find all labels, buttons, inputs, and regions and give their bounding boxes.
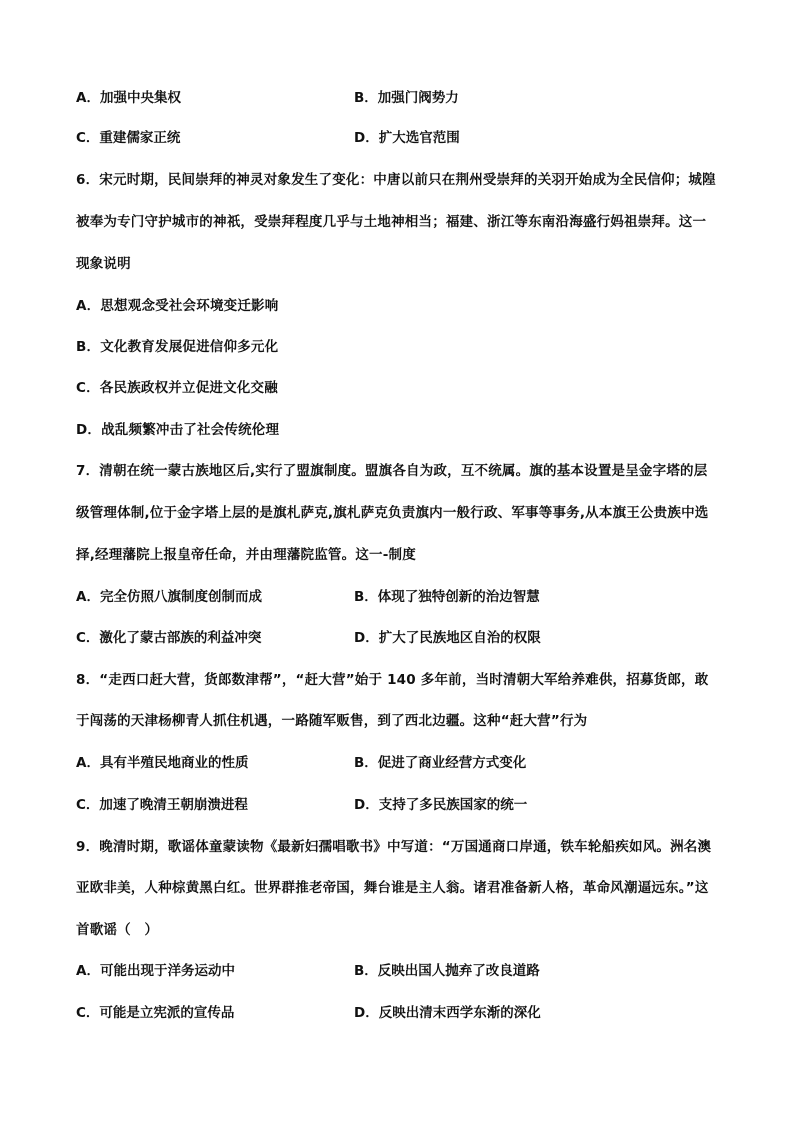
q8-options-row-1 — [76, 753, 726, 773]
q6-option-b: B．文化教育发展促进信仰多元化 — [76, 339, 279, 355]
q8-options-row-2 — [76, 795, 726, 815]
q8-stem-line-2: 于闯荡的天津杨柳青人抓住机遇，一路随军贩售，到了西北边疆。这种“赶大营”行为 — [76, 713, 588, 729]
q9-stem-line-1: 9．晚清时期，歌谣体童蒙读物《最新妇孺唱歌书》中写道：“万国通商口岸通，铁车轮船疾如风。洲名澳 — [76, 839, 712, 855]
q7-option-c: C．激化了蒙古部族的利益冲突 — [76, 630, 262, 646]
q8-option-b: B．促进了商业经营方式变化 — [354, 755, 527, 771]
q7-stem-line-3: 择,经理藩院上报皇帝任命，并由理藩院监管。这一-制度 — [76, 547, 416, 563]
q7-option-a: A．完全仿照八旗制度创制而成 — [76, 589, 262, 605]
q9-stem-line-2: 亚欧非美，人种棕黄黑白红。世界群推老帝国，舞台谁是主人翁。诸君准备新人格，革命风潮逼远东。”这 — [76, 880, 709, 896]
q8-option-d: D．支持了多民族国家的统一 — [354, 797, 528, 813]
q9-options-row-1 — [76, 961, 726, 981]
q5-option-c: C．重建儒家正统 — [76, 130, 181, 146]
q8-stem-line-1: 8．“走西口赶大营，货郎数津帮”，“赶大营”始于 140 多年前，当时清朝大军给养难供，招募货郎，敢 — [76, 672, 709, 688]
q6-option-a: A．思想观念受社会环境变迁影响 — [76, 298, 279, 314]
q7-option-d: D．扩大了民族地区自治的权限 — [354, 630, 541, 646]
q9-option-c: C．可能是立宪派的宣传品 — [76, 1005, 235, 1021]
q7-options-row-2 — [76, 628, 726, 648]
q7-stem-line-1: 7．清朝在统一蒙古族地区后,实行了盟旗制度。盟旗各自为政，互不统属。旗的基本设置是呈金字塔的层 — [76, 463, 708, 479]
q6-option-c: C．各民族政权并立促进文化交融 — [76, 380, 278, 396]
q6-stem-line-3: 现象说明 — [76, 256, 131, 272]
q5-option-d: D．扩大选官范围 — [354, 130, 460, 146]
q7-stem-line-2: 级管理体制,位于金字塔上层的是旗札萨克,旗札萨克负责旗内一般行政、军事等事务,从本旗王公贵族中选 — [76, 505, 709, 521]
q9-options-row-2 — [76, 1003, 726, 1023]
q9-option-b: B．反映出国人抛弃了改良道路 — [354, 963, 540, 979]
q6-option-d: D．战乱频繁冲击了社会传统伦理 — [76, 422, 280, 438]
q7-option-b: B．体现了独特创新的治边智慧 — [354, 589, 540, 605]
q5-option-a: A．加强中央集权 — [76, 90, 181, 106]
q8-option-c: C．加速了晚清王朝崩溃进程 — [76, 797, 248, 813]
q7-options-row-1 — [76, 587, 726, 607]
q9-option-a: A．可能出现于洋务运动中 — [76, 963, 235, 979]
q5-options-row-2 — [76, 128, 726, 148]
q8-option-a: A．具有半殖民地商业的性质 — [76, 755, 249, 771]
q5-option-b: B．加强门阀势力 — [354, 90, 459, 106]
q9-option-d: D．反映出清末西学东渐的深化 — [354, 1005, 541, 1021]
q6-stem-line-2: 被奉为专门守护城市的神祇，受崇拜程度几乎与土地神相当；福建、浙江等东南沿海盛行妈祖崇拜。这一 — [76, 214, 707, 230]
q9-stem-line-3: 首歌谣（ ） — [76, 922, 159, 938]
q6-stem-line-1: 6．宋元时期，民间崇拜的神灵对象发生了变化：中唐以前只在荆州受崇拜的关羽开始成为全民信仰；城隍 — [76, 172, 716, 188]
q5-options-row-1 — [76, 88, 726, 108]
